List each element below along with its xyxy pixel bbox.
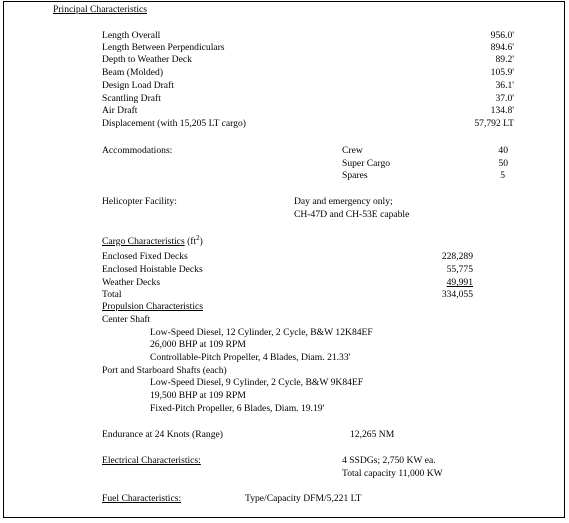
principal-title: Principal Characteristics (53, 4, 148, 15)
cargo-label: Total (102, 289, 122, 300)
propulsion-side-label: Port and Starboard Shafts (each) (102, 365, 227, 376)
accommodation-name: Spares (342, 170, 368, 181)
cargo-value: 228,289 (441, 251, 473, 262)
principal-label: Air Draft (102, 105, 138, 116)
electrical-line: Total capacity 11,000 KW (342, 468, 443, 479)
fuel-title: Fuel Characteristics: (102, 493, 182, 504)
propulsion-line: Low-Speed Diesel, 12 Cylinder, 2 Cycle, B&W 12K84EF (150, 327, 373, 338)
helicopter-line: CH-47D and CH-53E capable (294, 209, 410, 220)
principal-value: 36.1' (495, 80, 514, 91)
cargo-value: 49,991 (446, 277, 473, 288)
principal-label: Displacement (with 15,205 LT cargo) (102, 118, 246, 129)
fuel-value: Type/Capacity DFM/5,221 LT (245, 493, 362, 504)
principal-label: Depth to Weather Deck (102, 54, 192, 65)
principal-value: 57,792 LT (474, 118, 514, 129)
cargo-label: Enclosed Hoistable Decks (102, 264, 203, 275)
accommodations-label: Accommodations: (102, 145, 173, 156)
cargo-unit-sup: 2 (196, 234, 200, 242)
accommodation-count: 50 (498, 158, 508, 169)
cargo-value: 334,055 (441, 289, 473, 300)
principal-value: 37.0' (495, 93, 514, 104)
cargo-title: Cargo Characteristics (102, 236, 185, 247)
cargo-label: Enclosed Fixed Decks (102, 251, 188, 262)
endurance-label: Endurance at 24 Knots (Range) (102, 429, 223, 440)
principal-label: Length Overall (102, 30, 161, 41)
accommodation-count: 5 (500, 170, 505, 181)
cargo-unit-open: (ft (184, 236, 197, 247)
cargo-unit-close: ) (199, 236, 203, 247)
cargo-value: 55,775 (446, 264, 473, 275)
principal-value: 894.6' (490, 42, 514, 53)
principal-label: Design Load Draft (102, 80, 174, 91)
propulsion-line: Fixed-Pitch Propeller, 6 Blades, Diam. 19.19' (150, 403, 325, 414)
propulsion-center-label: Center Shaft (102, 314, 151, 325)
propulsion-line: 19,500 BHP at 109 RPM (150, 390, 246, 401)
cargo-label: Weather Decks (102, 277, 161, 288)
accommodation-name: Super Cargo (342, 158, 391, 169)
helicopter-label: Helicopter Facility: (102, 196, 177, 207)
principal-value: 89.2' (495, 54, 514, 65)
page-frame (3, 1, 565, 518)
propulsion-line: Controllable-Pitch Propeller, 4 Blades, Diam. 21.33' (150, 352, 351, 363)
accommodation-name: Crew (342, 145, 363, 156)
principal-value: 956.0' (490, 30, 514, 41)
electrical-title: Electrical Characteristics: (102, 455, 201, 466)
propulsion-line: Low-Speed Diesel, 9 Cylinder, 2 Cycle, B&W 9K84EF (150, 377, 364, 388)
propulsion-title: Propulsion Characteristics (102, 301, 203, 312)
principal-label: Length Between Perpendiculars (102, 42, 225, 53)
endurance-value: 12,265 NM (350, 429, 395, 440)
accommodation-count: 40 (498, 145, 508, 156)
helicopter-line: Day and emergency only; (294, 196, 393, 207)
cargo-title-line (102, 234, 203, 247)
principal-label: Beam (Molded) (102, 67, 164, 78)
principal-label: Scantling Draft (102, 93, 161, 104)
principal-value: 134.8' (490, 105, 514, 116)
electrical-line: 4 SSDGs; 2,750 KW ea. (342, 455, 436, 466)
propulsion-line: 26,000 BHP at 109 RPM (150, 339, 246, 350)
principal-value: 105.9' (490, 67, 514, 78)
